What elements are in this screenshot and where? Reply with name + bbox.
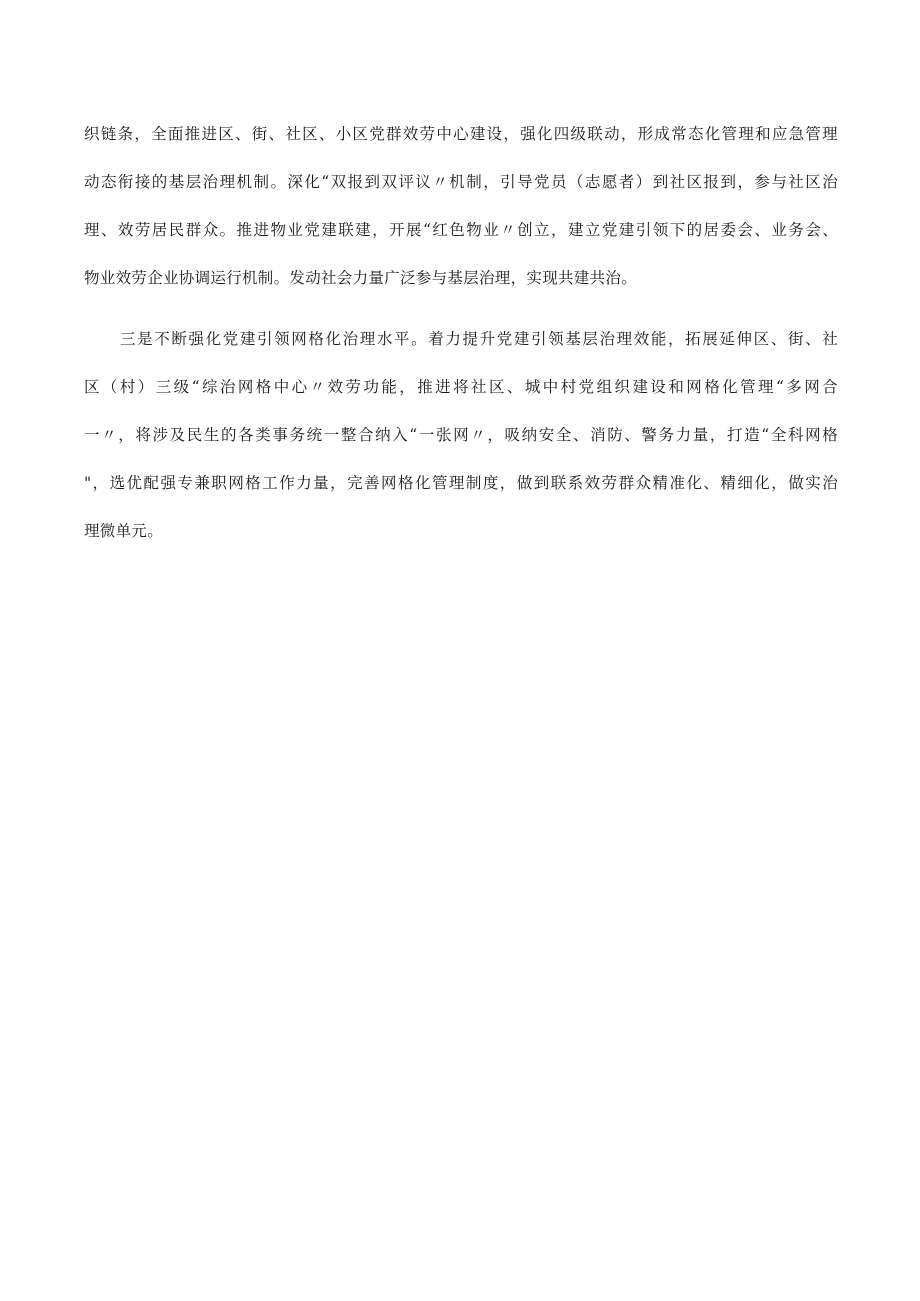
paragraph-line: 区（村）三级“综治网格中心〃效劳功能，推进将社区、城中村党组织建设和网格化管理“多网合 [84, 378, 838, 396]
paragraph-line: "，选优配强专兼职网格工作力量，完善网格化管理制度，做到联系效劳群众精准化、精细化，做实治 [84, 474, 838, 492]
paragraph-line: 理微单元。 [84, 522, 164, 540]
paragraph-line: 动态衔接的基层治理机制。深化“双报到双评议〃机制，引导党员（志愿者）到社区报到，参与社区治 [84, 173, 838, 191]
paragraph-line: 织链条，全面推进区、街、社区、小区党群效劳中心建设，强化四级联动，形成常态化管理和应急管理 [84, 125, 838, 143]
paragraph-line: 一〃，将涉及民生的各类事务统一整合纳入“一张网〃，吸纳安全、消防、警务力量，打造“全科网格 [84, 426, 838, 444]
paragraph-line: 理、效劳居民群众。推进物业党建联建，开展“红色物业〃创立，建立党建引领下的居委会、业务会、 [84, 221, 838, 239]
paragraph-line: 物业效劳企业协调运行机制。发动社会力量广泛参与基层治理，实现共建共治。 [84, 269, 638, 287]
paragraph-line: 三是不断强化党建引领网格化治理水平。着力提升党建引领基层治理效能，拓展延伸区、街、社 [120, 330, 838, 348]
